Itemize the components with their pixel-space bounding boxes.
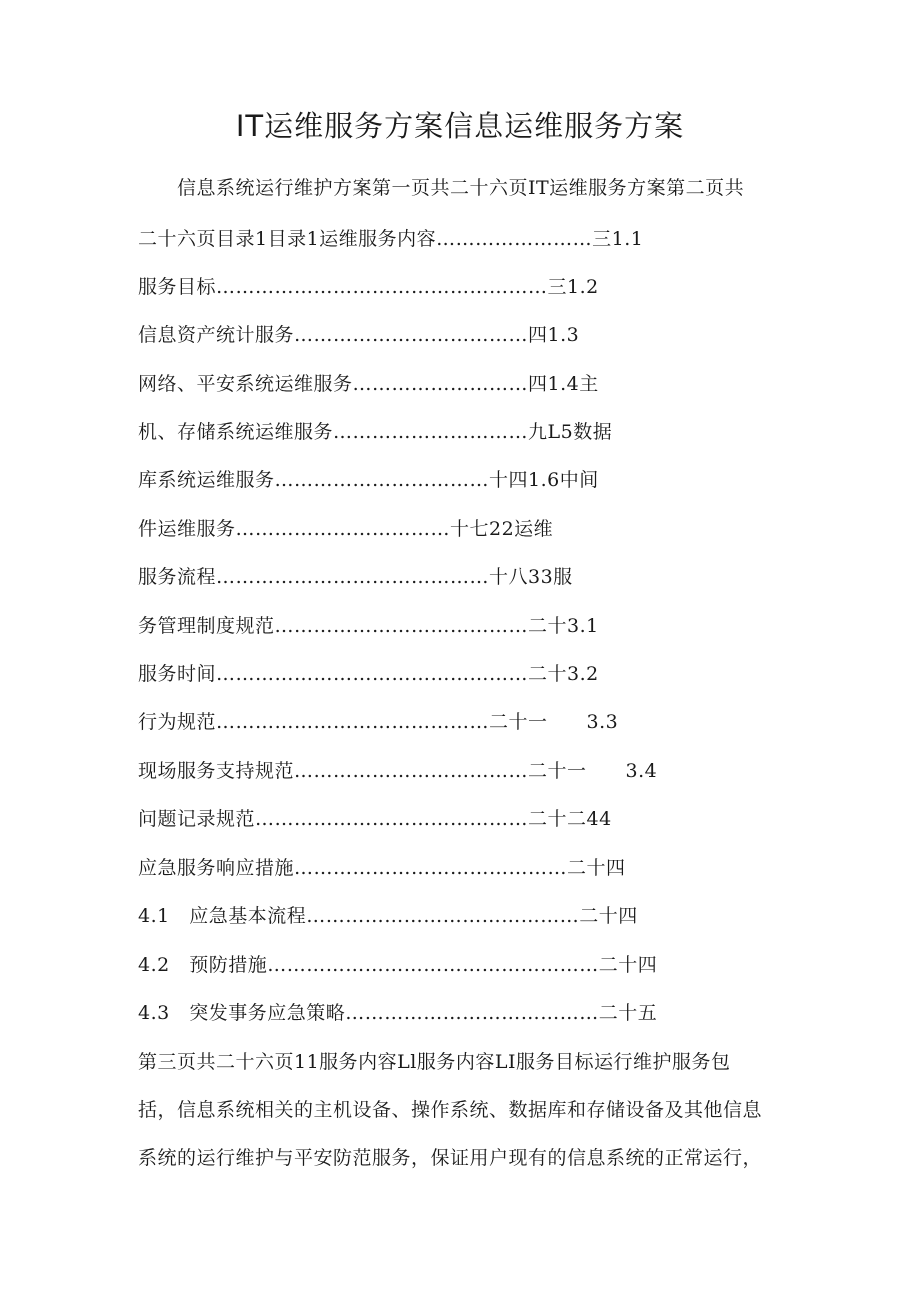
body-line-1: 信息系统运行维护方案第一页共二十六页IT运维服务方案第二页共	[138, 177, 745, 199]
toc-line-6: 库系统运维服务……………………………十四1.6中间	[138, 469, 599, 491]
toc-line-14: 应急服务响应措施……………………………………二十四	[138, 857, 626, 879]
toc-line-11: 行为规范……………………………………二十一 3.3	[138, 711, 619, 733]
toc-line-16: 4.2 预防措施……………………………………………二十四	[138, 954, 658, 976]
body-line-2: 第三页共二十六页11服务内容Ll服务内容LI服务目标运行维护服务包	[138, 1051, 731, 1073]
toc-line-9: 务管理制度规范…………………………………二十3.1	[138, 615, 599, 637]
toc-line-4: 网络、平安系统运维服务………………………四1.4主	[138, 373, 599, 395]
toc-line-8: 服务流程……………………………………十八33服	[138, 566, 573, 588]
toc-line-12: 现场服务支持规范………………………………二十一 3.4	[138, 760, 658, 782]
toc-line-1: 二十六页目录1目录1运维服务内容……………………三1.1	[138, 228, 644, 250]
toc-line-3: 信息资产统计服务………………………………四1.3	[138, 324, 580, 346]
toc-line-2: 服务目标……………………………………………三1.2	[138, 276, 599, 298]
toc-line-7: 件运维服务……………………………十七22运维	[138, 518, 554, 540]
toc-line-15: 4.1 应急基本流程……………………………………二十四	[138, 905, 638, 927]
toc-line-13: 问题记录规范……………………………………二十二44	[138, 808, 612, 830]
document-title: IT运维服务方案信息运维服务方案	[235, 109, 685, 143]
toc-line-17: 4.3 突发事务应急策略…………………………………二十五	[138, 1002, 658, 1024]
body-line-3: 括，信息系统相关的主机设备、操作系统、数据库和存储设备及其他信息	[138, 1099, 763, 1121]
body-line-4: 系统的运行维护与平安防范服务，保证用户现有的信息系统的正常运行，	[138, 1147, 763, 1169]
toc-line-5: 机、存储系统运维服务…………………………九L5数据	[138, 421, 613, 443]
toc-line-10: 服务时间…………………………………………二十3.2	[138, 663, 599, 685]
